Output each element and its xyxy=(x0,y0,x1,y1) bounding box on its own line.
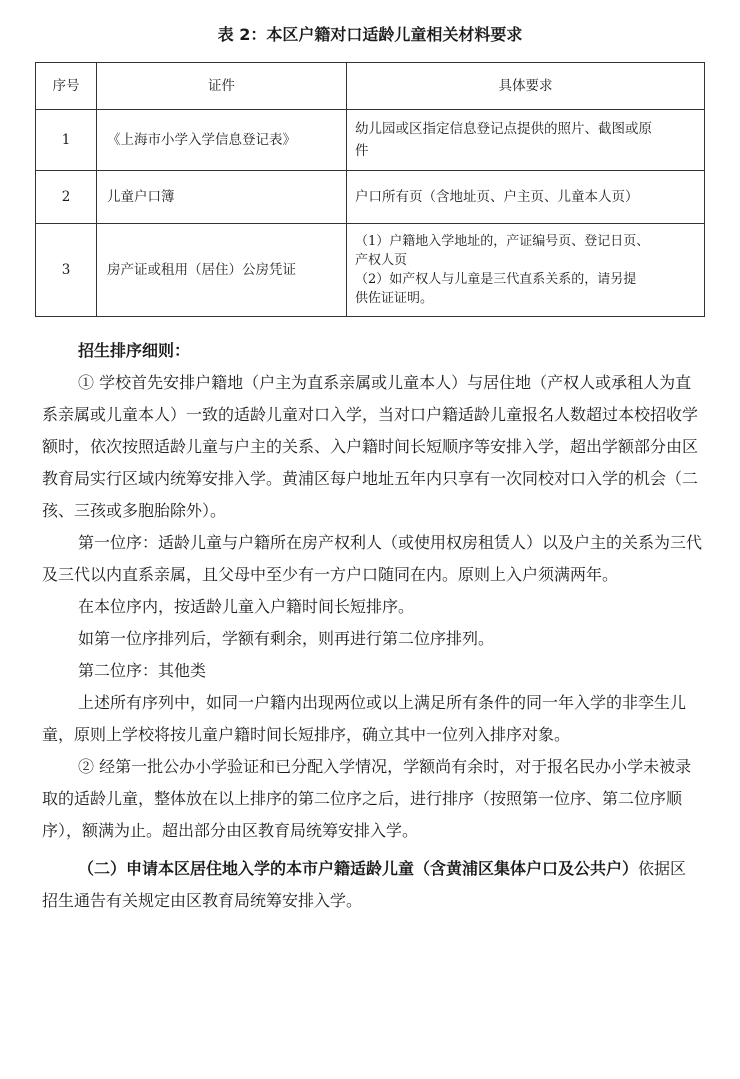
table-row xyxy=(36,171,705,224)
table-header-row xyxy=(36,63,705,110)
subsection-heading: （二）申请本区居住地入学的本市户籍适龄儿童（含黄浦区集体户口及公共户） xyxy=(78,859,639,878)
table-row xyxy=(36,110,705,171)
paragraph: 上述所有序列中，如同一户籍内出现两位或以上满足所有条件的同一年入学的非孪生儿童，原则上学校将按儿童户籍时间长短排序，确立其中一位列入排序对象。 xyxy=(42,693,687,744)
section-heading: 招生排序细则： xyxy=(78,341,191,360)
paragraph: ① 学校首先安排户籍地（户主为直系亲属或儿童本人）与居住地（产权人或承租人为直系亲属或儿童本人）一致的适龄儿童对口入学，当对口户籍适龄儿童报名人数超过本校招收学额时，依次按照适龄儿童与户主的关系、入户籍时间长短顺序等安排入学，超出学额部分由区教育局实行区域内统筹安排入学。黄浦区每户地址五年内只享有一次同校对口入学的机会（二孩、三孩或多胞胎除外）。 xyxy=(42,373,699,520)
row-doc: 儿童户口簿 xyxy=(97,171,347,224)
paragraph: 如第一位序排列后，学额有剩余，则再进行第二位序排列。 xyxy=(78,629,495,648)
req-line: 供佐证证明。 xyxy=(355,291,434,306)
req-line: （2）如产权人与儿童是三代直系关系的，请另提 xyxy=(355,272,637,287)
header-no: 序号 xyxy=(36,63,97,110)
page-title: 表 2：本区户籍对口适龄儿童相关材料要求 xyxy=(217,25,523,44)
row-req xyxy=(347,110,705,171)
header-doc: 证件 xyxy=(97,63,347,110)
paragraph: 第一位序：适龄儿童与户籍所在房产权利人（或使用权房租赁人）以及户主的关系为三代及三代以内直系亲属，且父母中至少有一方户口随同在内。原则上入户须满两年。 xyxy=(42,533,703,584)
row-no: 1 xyxy=(36,110,97,171)
paragraph: 第二位序：其他类 xyxy=(78,661,207,680)
row-doc: 房产证或租用（居住）公房凭证 xyxy=(97,224,347,317)
row-doc: 《上海市小学入学信息登记表》 xyxy=(97,110,347,171)
requirements-table xyxy=(35,62,705,317)
req-line: 产权人页 xyxy=(355,253,408,268)
header-req: 具体要求 xyxy=(347,63,705,110)
row-req xyxy=(347,171,705,224)
table-row xyxy=(36,224,705,317)
paragraph-rest: 依据区招生通告有关规定由区教育局统筹安排入学。 xyxy=(42,859,687,910)
req-line: 件 xyxy=(355,143,369,159)
row-no: 3 xyxy=(36,224,97,317)
row-no: 2 xyxy=(36,171,97,224)
req-line: 户口所有页（含地址页、户主页、儿童本人页） xyxy=(355,189,639,205)
paragraph: ② 经第一批公办小学验证和已分配入学情况，学额尚有余时，对于报名民办小学未被录取的适龄儿童，整体放在以上排序的第二位序之后，进行排序（按照第一位序、第二位序顺序），额满为止。超出部分由区教育局统筹安排入学。 xyxy=(42,757,692,840)
body-text xyxy=(42,335,702,917)
paragraph: 在本位序内，按适龄儿童入户籍时间长短排序。 xyxy=(78,597,415,616)
paragraph xyxy=(42,853,702,917)
req-line: （1）户籍地入学地址的，产证编号页、登记日页、 xyxy=(355,234,650,249)
row-req xyxy=(347,224,705,317)
req-line: 幼儿园或区指定信息登记点提供的照片、截图或原 xyxy=(355,121,652,137)
